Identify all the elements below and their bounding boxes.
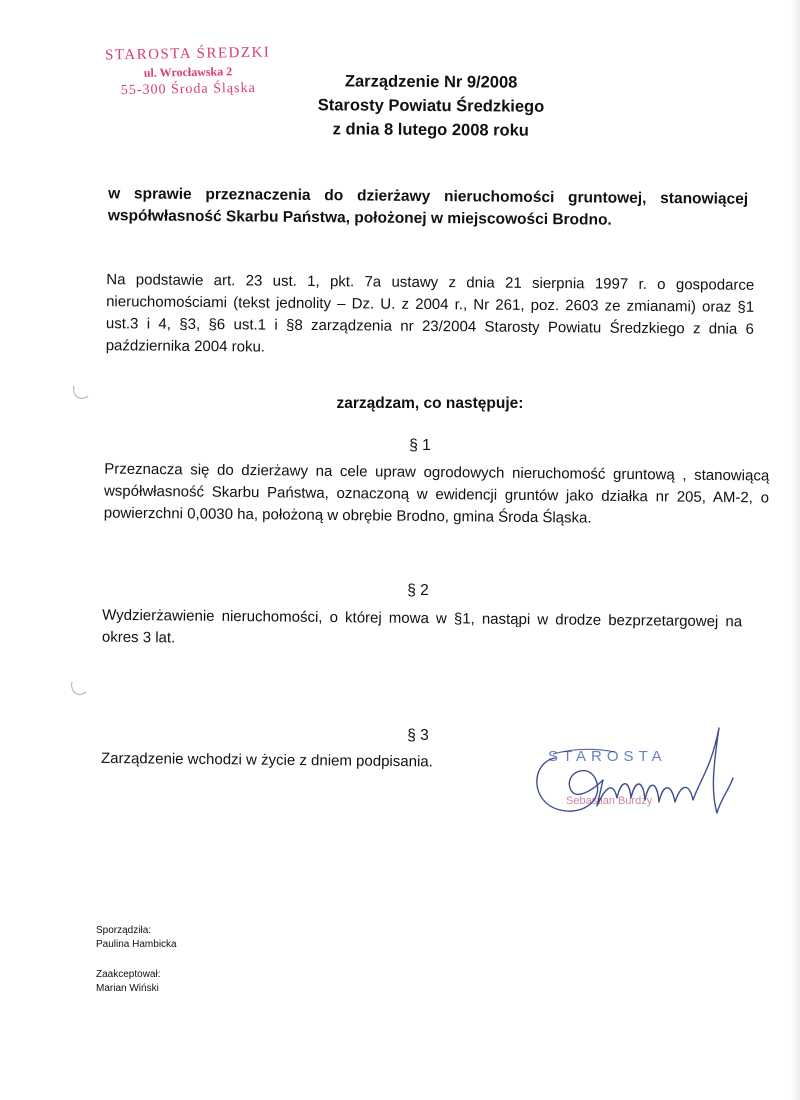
accepted-by-name: Marian Wiński bbox=[96, 983, 159, 994]
document-subject: w sprawie przeznaczenia do dzierżawy nieruchomości gruntowej, stanowiącej współwłasność Skarbu Państwa, położonej w miejscowości Brodno. bbox=[107, 185, 749, 229]
section-1-text: Przeznacza się do dzierżawy na cele upraw ogrodowych nieruchomość gruntową , stanowiącą współwłasność Skarbu Państwa, oznaczoną w ewidencji gruntów jako działka nr 205, AM-2, o powierzchni 0,0030 ha, położoną w obrębie Brodno, gmina Środa Śląska. bbox=[103, 460, 770, 527]
prepared-by-label: Sporządziła: bbox=[96, 925, 152, 936]
section-1-mark: § 1 bbox=[409, 437, 431, 454]
scan-edge-shadow bbox=[790, 0, 800, 1100]
accepted-by-label: Zaakceptował: bbox=[96, 969, 161, 980]
accepted-by bbox=[96, 968, 160, 996]
handwritten-signature bbox=[525, 718, 740, 828]
header-issuer: Starosty Powiatu Średzkiego bbox=[317, 96, 545, 116]
document-header bbox=[300, 69, 562, 143]
signature-stamp-name: Sebastian Burdzy bbox=[566, 795, 653, 807]
header-title: Zarządzenie Nr 9/2008 bbox=[344, 72, 518, 92]
punch-hole-mark-top bbox=[70, 382, 92, 404]
stamp-line-1: STAROSTA ŚREDZKI bbox=[104, 44, 271, 64]
section-3-mark: § 3 bbox=[407, 727, 429, 744]
punch-hole-mark-bottom bbox=[68, 678, 90, 700]
order-heading: zarządzam, co następuje: bbox=[336, 395, 524, 412]
section-2-text: Wydzierżawienie nieruchomości, o której mowa w §1, nastąpi w drodze bezprzetargowej na okres 3 lat. bbox=[101, 606, 743, 647]
stamp-line-3: 55-300 Środa Śląska bbox=[120, 80, 256, 99]
office-stamp bbox=[98, 44, 279, 99]
header-date: z dnia 8 lutego 2008 roku bbox=[332, 120, 530, 140]
signature-stamp-title: STAROSTA bbox=[548, 748, 667, 765]
prepared-by bbox=[96, 924, 177, 952]
section-2-mark: § 2 bbox=[407, 582, 429, 599]
legal-basis: Na podstawie art. 23 ust. 1, pkt. 7a ustawy z dnia 21 sierpnia 1997 r. o gospodarce nieruchomościami (tekst jednolity – Dz. U. z 2004 r., Nr 261, poz. 2603 ze zmianami) oraz §1 ust.3 i 4, §3, §6 ust.1 i §8 zarządzenia nr 23/2004 Starosty Powiatu Średzkiego z dnia 6 października 2004 roku. bbox=[105, 271, 755, 356]
section-3-text: Zarządzenie wchodzi w życie z dniem podpisania. bbox=[100, 749, 433, 771]
prepared-by-name: Paulina Hambicka bbox=[96, 939, 177, 950]
stamp-line-2: ul. Wrocławska 2 bbox=[143, 64, 233, 80]
